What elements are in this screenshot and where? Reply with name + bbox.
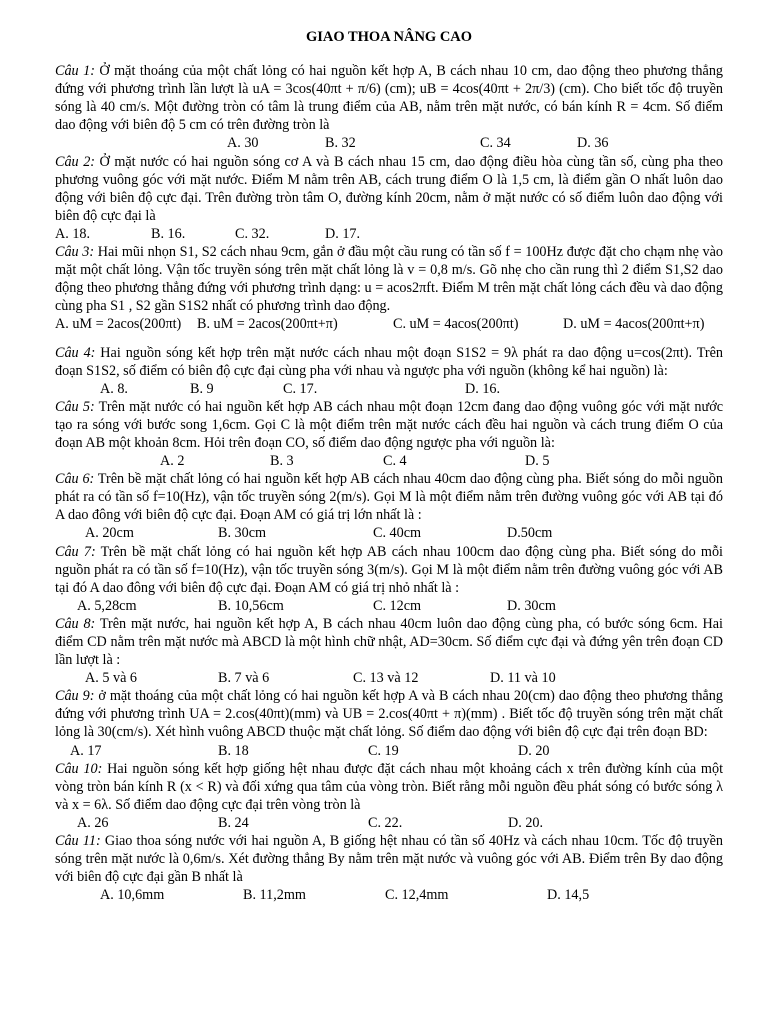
answer-option[interactable]: A. 18. <box>55 225 91 242</box>
answer-option[interactable]: B. uM = 2acos(200πt+π) <box>197 316 338 333</box>
question-body: Giao thoa sóng nước với hai nguồn A, B giống hệt nhau có tần số 40Hz và cách nhau 10cm. Tốc độ truyền sóng trên mặt nước là 0,6m/s. Xét đường thẳng By nằm trên mặt nước và vuông góc với AB. Điểm trên By dao động với biên độ cực đại gần B nhất là <box>55 833 723 886</box>
question-text <box>55 543 723 597</box>
question-text <box>55 760 723 814</box>
answer-option[interactable]: D.50cm <box>507 525 553 542</box>
answer-options <box>55 380 723 398</box>
answer-option[interactable]: B. 18 <box>218 742 249 759</box>
answer-option[interactable]: A. 20cm <box>85 525 134 542</box>
answer-option[interactable]: B. 7 và 6 <box>218 670 270 687</box>
question-body: Trên bề mặt chất lỏng có hai nguồn kết hợp AB cách nhau 100cm dao động cùng pha. Biết sóng do mỗi nguồn phát ra có tần số f=10(Hz), vận tốc truyền sóng 3(m/s). Gọi M là một điểm nằm trên đường vuông góc với AB tại đó A dao đông với biên độ cực đại. Đoạn AM có giá trị nhỏ nhất là : <box>55 543 723 596</box>
answer-option[interactable]: D. 5 <box>525 453 550 470</box>
answer-options <box>55 669 723 687</box>
answer-option[interactable]: B. 24 <box>218 814 249 831</box>
answer-options <box>55 452 723 470</box>
answer-option[interactable]: B. 30cm <box>218 525 267 542</box>
question-label: Câu 8: <box>55 615 96 632</box>
answer-option[interactable]: C. 32. <box>235 225 270 242</box>
question-body: Ở mặt thoáng của một chất lỏng có hai nguồn kết hợp A, B cách nhau 10 cm, dao động theo phương thẳng đứng với phương trình lần lượt là uA = 3cos(40πt + π/6) (cm); uB = 4cos(40πt + 2π/3) (cm). Cho biết tốc độ truyền sóng là 40 cm/s. Một đường tròn có tâm là trung điểm của AB, nằm trên mặt nước, có bán kính R = 4cm. Số điểm dao động với biên độ 5 cm có trên đường tròn là <box>55 63 724 134</box>
answer-option[interactable]: D. 16. <box>465 380 501 397</box>
question-label: Câu 7: <box>55 543 96 560</box>
answer-option[interactable]: A. 17 <box>70 742 102 759</box>
question-body: Hai mũi nhọn S1, S2 cách nhau 9cm, gắn ở đầu một cầu rung có tần số f = 100Hz được đặt cho chạm nhẹ vào mặt một chất lỏng. Vận tốc truyền sóng trên mặt chất lỏng là v = 0,8 m/s. Gõ nhẹ cho cần rung thì 2 điểm S1,S2 dao động theo phương thẳng đứng với phương trình dạng: u = acos2πft. Điểm M trên mặt chất lỏng cách đều và dao động cùng pha S1 , S2 gần S1S2 nhất có phương trình dao động. <box>55 244 724 315</box>
worksheet-title: GIAO THOA NÂNG CAO <box>305 29 473 45</box>
answer-option[interactable]: C. 12cm <box>373 597 422 614</box>
answer-option[interactable]: B. 16. <box>151 225 186 242</box>
question-label: Câu 5: <box>55 398 95 415</box>
answer-option[interactable]: D. 20 <box>518 742 550 759</box>
question-body: Hai nguồn sóng kết hợp giống hệt nhau được đặt cách nhau một khoảng cách x trên đường kính của một vòng tròn bán kính R (x < R) và đối xứng qua tâm của vòng tròn. Biết rằng mỗi nguồn đều phát sóng có bước sóng λ và x = 6λ. Số điểm dao động cực đại trên vòng tròn là <box>55 760 724 813</box>
answer-options <box>55 742 723 760</box>
answer-option[interactable]: C. 34 <box>480 135 511 152</box>
answer-option[interactable]: C. 17. <box>283 380 318 397</box>
answer-option[interactable]: A. 5,28cm <box>77 597 137 614</box>
question-text <box>55 344 723 380</box>
question-label: Câu 1: <box>55 63 95 80</box>
answer-options <box>55 225 723 243</box>
answer-option[interactable]: B. 10,56cm <box>218 597 284 614</box>
answer-option[interactable]: B. 9 <box>190 380 214 397</box>
question-text <box>55 62 723 134</box>
answer-option[interactable]: A. 26 <box>77 814 109 831</box>
question-text <box>55 398 723 452</box>
answer-option[interactable]: B. 11,2mm <box>243 887 306 904</box>
question-text <box>55 832 723 886</box>
question-body: Ở mặt nước có hai nguồn sóng cơ A và B cách nhau 15 cm, dao động điều hòa cùng tần số, cùng pha theo phương vuông góc với mặt nước. Điểm M nằm trên AB, cách trung điểm O là 1,5 cm, là điểm gần O nhất luôn dao động với biên độ cực đại. Trên đường tròn tâm O, đường kính 20cm, nằm ở mặt nước có số điểm luôn dao động với biên độ cực đại là <box>55 153 723 224</box>
answer-options <box>55 597 723 615</box>
spacer <box>55 334 723 344</box>
question-label: Câu 6: <box>55 471 95 488</box>
answer-option[interactable]: B. 3 <box>270 453 294 470</box>
answer-option[interactable]: C. 22. <box>368 814 403 831</box>
answer-option[interactable]: A. 5 và 6 <box>85 670 138 687</box>
answer-option[interactable]: B. 32 <box>325 135 356 152</box>
answer-option[interactable]: D. uM = 4acos(200πt+π) <box>563 316 705 333</box>
answer-option[interactable]: D. 36 <box>577 135 609 152</box>
answer-option[interactable]: C. 13 và 12 <box>353 670 419 687</box>
answer-option[interactable]: C. 40cm <box>373 525 422 542</box>
question-text <box>55 153 723 225</box>
answer-option[interactable]: D. 11 và 10 <box>490 670 556 687</box>
answer-options <box>55 524 723 542</box>
answer-options <box>55 315 723 333</box>
question-label: Câu 3: <box>55 244 95 261</box>
answer-option[interactable]: C. 19 <box>368 742 399 759</box>
answer-option[interactable]: A. 8. <box>100 380 128 397</box>
question-label: Câu 4: <box>55 344 96 361</box>
answer-option[interactable]: C. 12,4mm <box>385 887 449 904</box>
question-label: Câu 9: <box>55 688 95 705</box>
question-text <box>55 687 723 741</box>
question-body: ở mặt thoáng của một chất lỏng có hai nguồn kết hợp A và B cách nhau 20(cm) dao động theo phương thẳng đứng với phương trình UA = 2.cos(40πt)(mm) và UB = 2.cos(40πt + π)(mm) . Biết tốc độ truyền sóng trên mặt chất lỏng là 30(cm/s). Xét hình vuông ABCD thuộc mặt chất lỏng. Số điểm dao động với biên độ cực đại trên đoạn BD: <box>55 688 723 741</box>
answer-option[interactable]: A. uM = 2acos(200πt) <box>55 316 182 333</box>
question-text <box>55 470 723 524</box>
question-text <box>55 615 723 669</box>
question-label: Câu 2: <box>55 153 96 170</box>
question-list <box>55 62 723 904</box>
answer-option[interactable]: A. 10,6mm <box>100 887 165 904</box>
answer-option[interactable]: D. 20. <box>508 814 544 831</box>
question-body: Trên mặt nước có hai nguồn kết hợp AB cách nhau một đoạn 12cm đang dao động vuông góc với mặt nước tạo ra sóng với bước song 1,6cm. Gọi C là một điểm trên mặt nước cách đều hai nguồn và cách trung điểm O của đoạn AB một khoản 8cm. Hỏi trên đoạn CO, số điểm dao động ngược pha với nguồn là: <box>55 398 723 451</box>
question-body: Hai nguồn sóng kết hợp trên mặt nước cách nhau một đoạn S1S2 = 9λ phát ra dao động u=cos(2πt). Trên đoạn S1S2, số điểm có biên độ cực đại cùng pha với nhau và ngược pha với nguồn (không kể hai nguồn) là: <box>55 344 723 379</box>
answer-options <box>55 886 723 904</box>
question-text <box>55 243 723 315</box>
answer-option[interactable]: D. 30cm <box>507 597 556 614</box>
answer-option[interactable]: C. 4 <box>383 453 407 470</box>
answer-option[interactable]: D. 14,5 <box>547 887 590 904</box>
question-label: Câu 10: <box>55 760 103 777</box>
question-body: Trên mặt nước, hai nguồn kết hợp A, B cách nhau 40cm luôn dao động cùng pha, có bước sóng 6cm. Hai điểm CD nằm trên mặt nước mà ABCD là một hình chữ nhật, AD=30cm. Số điểm cực đại và đứng yên trên đoạn CD lần lượt là : <box>55 615 723 669</box>
question-label: Câu 11: <box>55 833 101 850</box>
answer-options <box>55 134 723 152</box>
answer-option[interactable]: A. 30 <box>227 135 259 152</box>
answer-option[interactable]: D. 17. <box>325 225 361 242</box>
answer-option[interactable]: A. 2 <box>160 453 185 470</box>
answer-option[interactable]: C. uM = 4acos(200πt) <box>393 316 519 333</box>
question-body: Trên bề mặt chất lỏng có hai nguồn kết hợp AB cách nhau 40cm dao động cùng pha. Biết sóng do mỗi nguồn phát ra có tần số f=10(Hz), vận tốc truyền sóng 2(m/s). Gọi M là một điểm nằm trên đường vuông góc với AB tại đó A dao đông với biên độ cực đại. Đoạn AM có giá trị lớn nhất là : <box>55 471 723 524</box>
answer-options <box>55 814 723 832</box>
